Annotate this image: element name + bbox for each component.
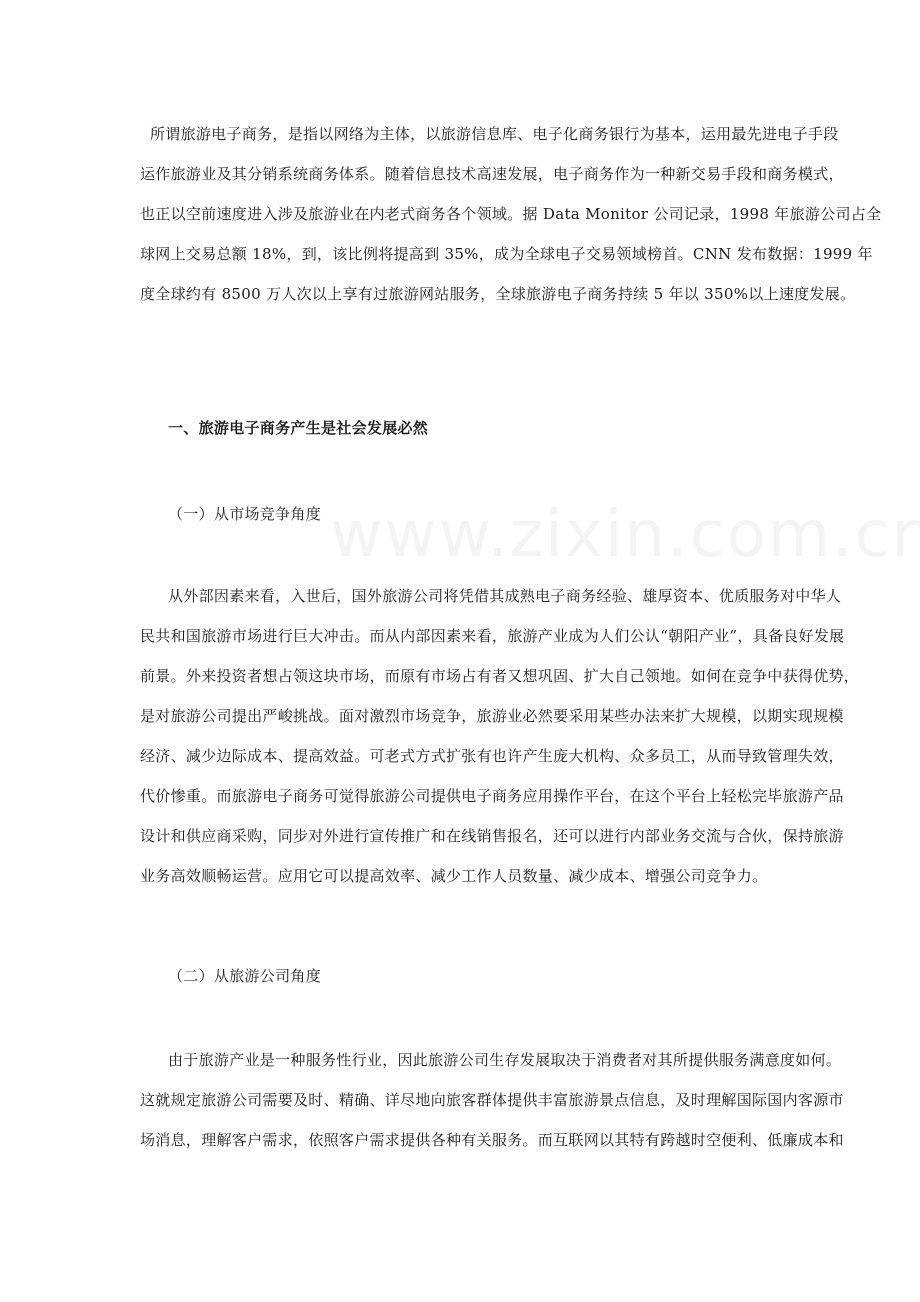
sub1-line-8: 业务高效顺畅运营。应用它可以提高效率、减少工作人员数量、减少成本、增强公司竞争力。 <box>140 867 768 885</box>
sub1-line-6: 代价惨重。而旅游电子商务可觉得旅游公司提供电子商务应用操作平台，在这个平台上轻松完毕旅游产品 <box>140 787 844 805</box>
intro-line-1: 所谓旅游电子商务，是指以网络为主体，以旅游信息库、电子化商务银行为基本，运用最先进电子手段 <box>150 125 839 143</box>
section-heading: 一、旅游电子商务产生是社会发展必然 <box>168 419 429 437</box>
sub1-line-2: 民共和国旅游市场进行巨大冲击。而从内部因素来看，旅游产业成为人们公认“朝阳产业”，具备良好发展 <box>140 627 845 645</box>
sub1-line-3: 前景。外来投资者想占领这块市场，而原有市场占有者又想巩固、扩大自己领地。如何在竞争中获得优势， <box>140 667 860 685</box>
sub1-line-1: 从外部因素来看，入世后，国外旅游公司将凭借其成熟电子商务经验、雄厚资本、优质服务对中华人 <box>168 587 842 605</box>
sub1-line-5: 经济、减少边际成本、提高效益。可老式方式扩张有也许产生庞大机构、众多员工，从而导致管理失效， <box>140 747 844 765</box>
subsection-2-title: （二）从旅游公司角度 <box>168 967 322 985</box>
sub1-line-4: 是对旅游公司提出严峻挑战。面对激烈市场竞争，旅游业必然要采用某些办法来扩大规模，以期实现规模 <box>140 707 844 725</box>
intro-line-3: 也正以空前速度进入涉及旅游业在内老式商务各个领域。据 Data Monitor 公司记录，1998 年旅游公司占全 <box>140 205 882 223</box>
subsection-1-title: （一）从市场竞争角度 <box>168 505 322 523</box>
watermark <box>330 498 920 572</box>
sub1-line-7: 设计和供应商采购，同步对外进行宣传推广和在线销售报名，还可以进行内部业务交流与合伙，保持旅游 <box>140 827 844 845</box>
sub2-line-2: 这就规定旅游公司需要及时、精确、详尽地向旅客群体提供丰富旅游景点信息，及时理解国际国内客源市 <box>140 1091 844 1109</box>
sub2-line-1: 由于旅游产业是一种服务性行业，因此旅游公司生存发展取决于消费者对其所提供服务满意度如何。 <box>168 1051 842 1069</box>
intro-line-2: 运作旅游业及其分销系统商务体系。随着信息技术高速发展，电子商务作为一种新交易手段和商务模式， <box>140 165 844 183</box>
intro-line-5: 度全球约有 8500 万人次以上享有过旅游网站服务，全球旅游电子商务持续 5 年以 350%以上速度发展。 <box>140 285 856 303</box>
intro-line-4: 球网上交易总额 18%，到，该比例将提高到 35%，成为全球电子交易领域榜首。CNN 发布数据：1999 年 <box>140 245 873 263</box>
sub2-line-3: 场消息，理解客户需求，依照客户需求提供各种有关服务。而互联网以其特有跨越时空便利、低廉成本和 <box>140 1131 844 1149</box>
